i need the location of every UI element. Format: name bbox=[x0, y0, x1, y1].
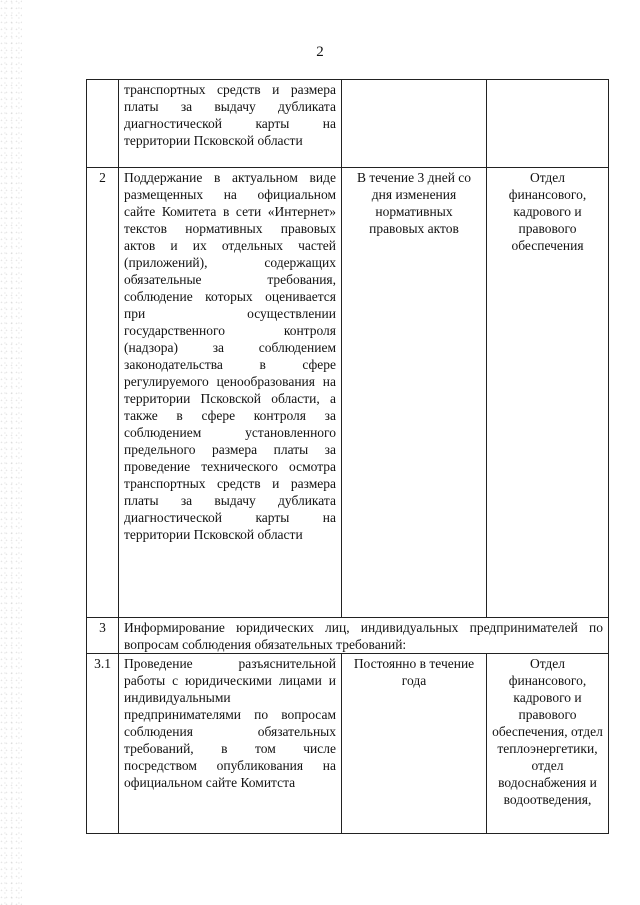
action-cell: Поддержание в актуальном виде размещенных на официальном сайте Комитета в сети «Интернет» текстов нормативных правовых актов и их отдельных частей (приложений), содержащих обязательные требования, соблюдение которых оценивается при осуществлении государственного контроля (надзора) за соблюдением законодательства в сфере регулируемого ценообразования на территории Псковской области, а также в сфере контроля за соблюдением установленного предельного размера платы за проведение технического осмотра транспортных средств и размера платы за выдачу дубликата диагностической карты на территории Псковской области bbox=[119, 168, 342, 618]
row-number-cell: 2 bbox=[87, 168, 119, 618]
row-number-cell: 3 bbox=[87, 618, 119, 654]
table-row bbox=[87, 654, 609, 834]
table-row bbox=[87, 80, 609, 168]
table-row bbox=[87, 618, 609, 654]
action-cell: транспортных средств и размера платы за выдачу дубликата диагностической карты на территории Псковской области bbox=[119, 80, 342, 168]
term-cell bbox=[342, 80, 487, 168]
term-cell: В течение 3 дней со дня изменения нормативных правовых актов bbox=[342, 168, 487, 618]
row-number-cell bbox=[87, 80, 119, 168]
plan-table bbox=[86, 79, 609, 834]
table-row bbox=[87, 168, 609, 618]
responsible-cell: Отдел финансового, кадрового и правового обеспечения bbox=[487, 168, 609, 618]
page-number: 2 bbox=[316, 44, 324, 60]
responsible-cell bbox=[487, 80, 609, 168]
section-heading-cell: Информирование юридических лиц, индивидуальных предпринимателей по вопросам соблюдения обязательных требований: bbox=[119, 618, 609, 654]
scan-edge-noise bbox=[0, 0, 22, 905]
action-cell: Проведение разъяснительной работы с юридическими лицами и индивидуальными предпринимателями по вопросам соблюдения обязательных требований, в том числе посредством опубликования на официальном сайте Комитста bbox=[119, 654, 342, 834]
row-number-cell: 3.1 bbox=[87, 654, 119, 834]
term-cell: Постоянно в течение года bbox=[342, 654, 487, 834]
responsible-cell: Отдел финансового, кадрового и правового обеспечения, отдел теплоэнергетики, отдел водоснабжения и водоотведения, bbox=[487, 654, 609, 834]
